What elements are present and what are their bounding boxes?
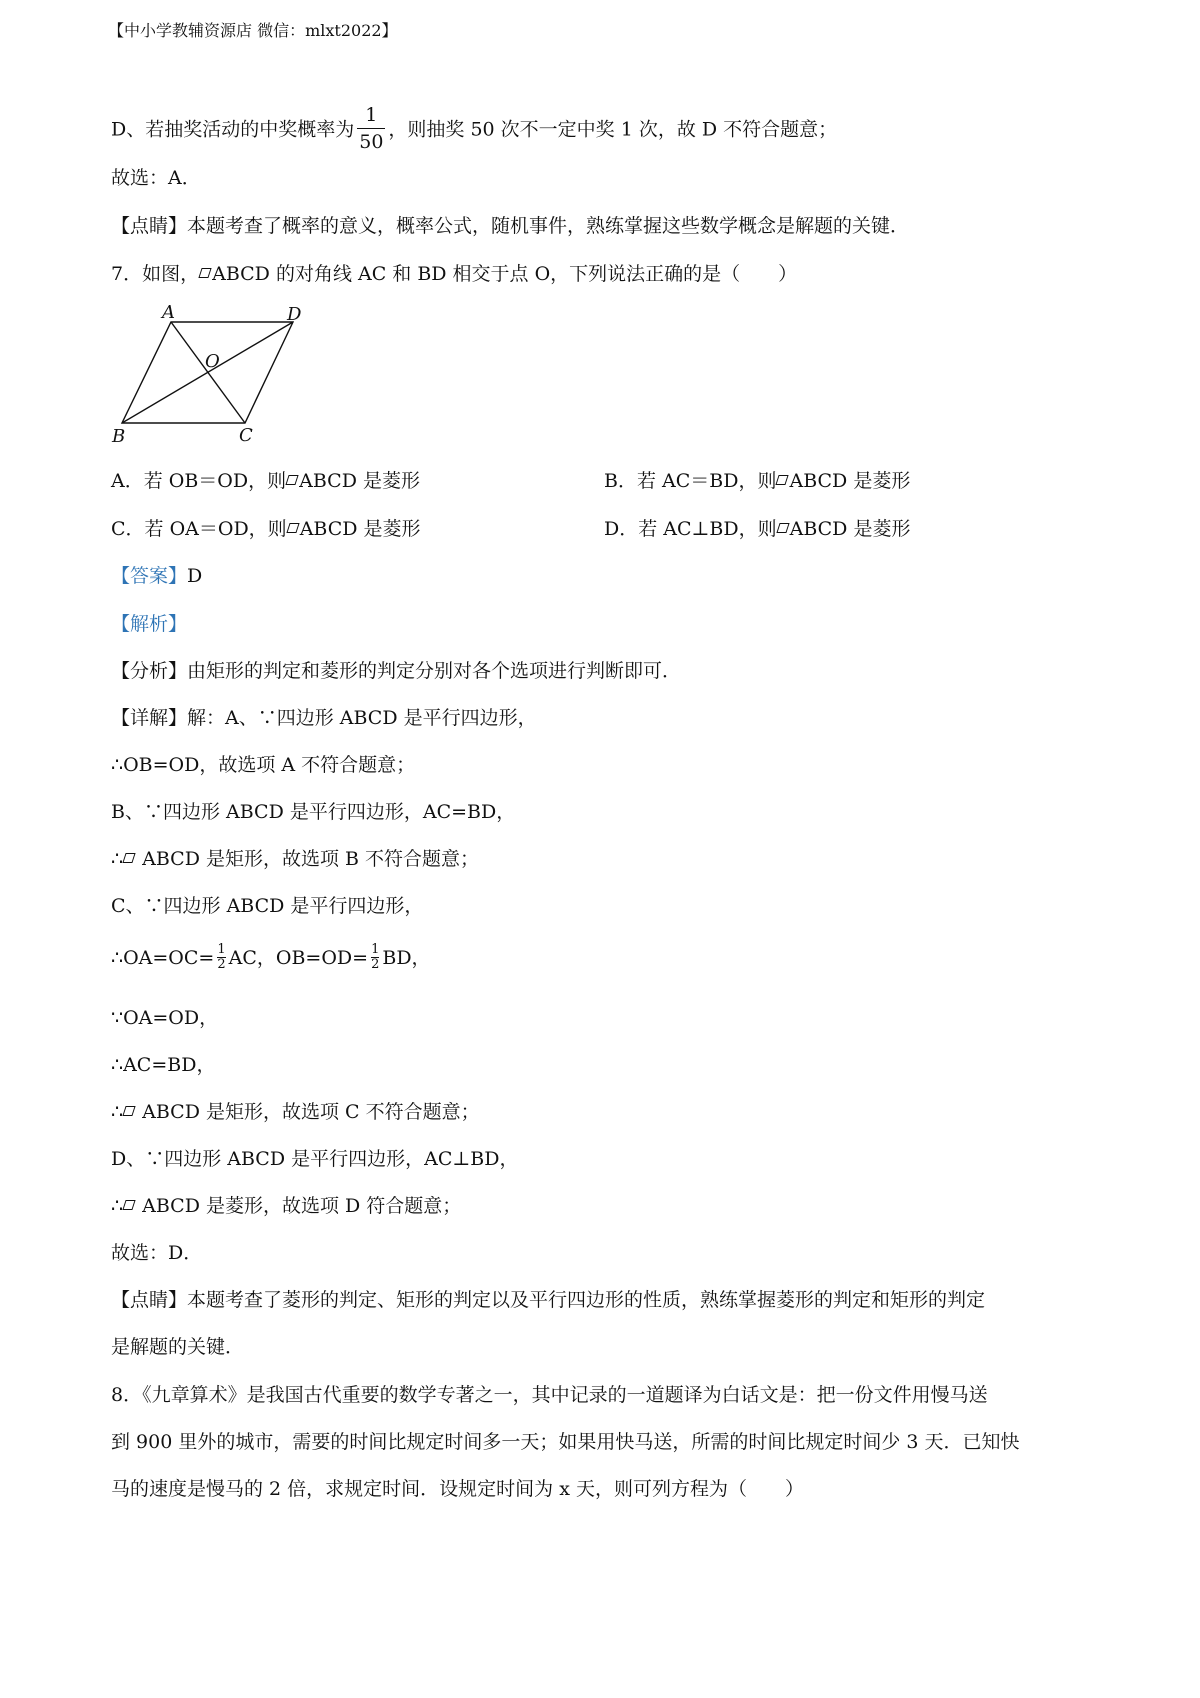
parallelogram-icon	[122, 1200, 135, 1210]
label-c: C	[239, 425, 253, 446]
solution-analysis: 【分析】由矩形的判定和菱形的判定分别对各个选项进行判断即可．	[111, 660, 682, 682]
option-d-explanation	[111, 104, 837, 157]
solution-line	[111, 1192, 461, 1220]
text: 7．如图，	[111, 263, 200, 285]
text: ABCD 是矩形，故选项 B 不符合题意；	[136, 848, 480, 870]
parallelogram-figure	[105, 300, 305, 450]
answer-tag: 【答案】	[111, 565, 188, 587]
text: AC，OB=OD=	[228, 947, 369, 969]
solution-comment: 是解题的关键．	[111, 1336, 245, 1358]
text: ABCD 是菱形	[789, 518, 911, 540]
answer-line	[111, 562, 202, 590]
parallelogram-icon	[286, 475, 299, 485]
solution-line: D、∵四边形 ABCD 是平行四边形，AC⊥BD，	[111, 1148, 519, 1170]
fraction-numerator: 1	[371, 941, 380, 957]
fraction-denominator: 2	[371, 956, 380, 972]
question-8-line: 8．《九章算术》是我国古代重要的数学专著之一，其中记录的一道题译为白话文是：把一份文件用慢马送	[111, 1384, 988, 1406]
solution-choice: 故选：D．	[111, 1242, 203, 1264]
solution-line: ∴AC=BD，	[111, 1054, 216, 1076]
text: ∴	[111, 1195, 124, 1217]
parallelogram-icon	[776, 523, 789, 533]
parallelogram-icon	[286, 523, 299, 533]
fraction-numerator: 1	[365, 104, 378, 126]
parallelogram-icon	[198, 268, 211, 278]
option-c	[111, 515, 421, 543]
parallelogram-icon	[776, 475, 789, 485]
label-a: A	[162, 302, 175, 323]
text: BD，	[382, 947, 431, 969]
fraction-denominator: 50	[359, 131, 384, 153]
text: ∴	[111, 1101, 124, 1123]
solution-line: C、∵四边形 ABCD 是平行四边形，	[111, 895, 424, 917]
previous-comment: 【点睛】本题考查了概率的意义，概率公式，随机事件，熟练掌握这些数学概念是解题的关键．	[111, 215, 910, 237]
option-b	[604, 467, 910, 495]
solution-line	[111, 941, 431, 974]
answer-value: D	[187, 565, 203, 587]
question-8-line: 马的速度是慢马的 2 倍，求规定时间．设规定时间为 x 天，则可列方程为（ ）	[111, 1478, 804, 1500]
question-7-stem	[111, 260, 797, 288]
fraction	[357, 102, 385, 155]
solution-line: ∵OA=OD，	[111, 1007, 219, 1029]
question-8-line: 到 900 里外的城市，需要的时间比规定时间多一天；如果用快马送，所需的时间比规定时间少 3 天．已知快	[111, 1431, 1020, 1453]
text: B．若 AC＝BD，则	[604, 470, 777, 492]
text: ，则抽奖 50 次不一定中奖 1 次，故 D 不符合题意；	[388, 118, 838, 141]
text: ABCD 是矩形，故选项 C 不符合题意；	[136, 1101, 480, 1123]
text: ABCD 是菱形	[299, 470, 420, 492]
text: C．若 OA＝OD，则	[111, 518, 287, 540]
analysis-tag: 【解析】	[111, 613, 188, 635]
text: ABCD 的对角线 AC 和 BD 相交于点 O，下列说法正确的是（ ）	[212, 263, 798, 285]
label-o: O	[205, 351, 220, 372]
text: D、若抽奖活动的中奖概率为	[111, 118, 355, 141]
text: A．若 OB＝OD，则	[111, 470, 287, 492]
text: ∴OA=OC=	[111, 947, 215, 969]
page-header: 【中小学教辅资源店 微信：mlxt2022】	[108, 21, 398, 40]
label-b: B	[112, 426, 126, 447]
fraction-denominator: 2	[217, 956, 226, 972]
text: ABCD 是菱形，故选项 D 符合题意；	[136, 1195, 462, 1217]
fraction-numerator: 1	[217, 941, 226, 957]
parallelogram-icon	[122, 853, 135, 863]
solution-line: ∴OB=OD，故选项 A 不符合题意；	[111, 754, 416, 776]
solution-line: B、∵四边形 ABCD 是平行四边形，AC=BD，	[111, 801, 516, 823]
fraction	[217, 943, 225, 972]
option-d	[604, 515, 910, 543]
option-a	[111, 467, 420, 495]
text: D．若 AC⊥BD，则	[604, 518, 777, 540]
text: ∴	[111, 848, 124, 870]
solution-detail: 【详解】解：A、∵四边形 ABCD 是平行四边形，	[111, 707, 537, 729]
parallelogram-icon	[122, 1106, 135, 1116]
fraction	[371, 943, 379, 972]
solution-line	[111, 1098, 480, 1126]
text: ABCD 是菱形	[789, 470, 911, 492]
solution-comment: 【点睛】本题考查了菱形的判定、矩形的判定以及平行四边形的性质，熟练掌握菱形的判定和矩形的判定	[111, 1289, 986, 1311]
solution-line	[111, 845, 479, 873]
label-d: D	[287, 304, 302, 325]
previous-choice: 故选：A．	[111, 167, 201, 189]
text: ABCD 是菱形	[299, 518, 421, 540]
diagonal-bd	[122, 322, 293, 423]
